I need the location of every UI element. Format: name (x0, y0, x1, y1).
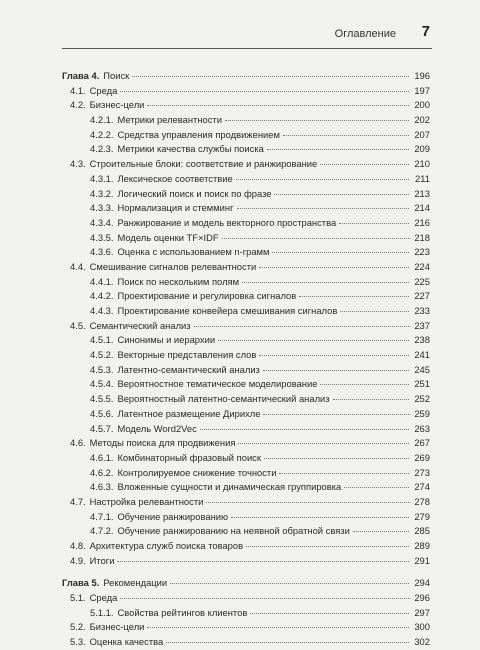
toc-entry-title: Метрики качества службы поиска (117, 143, 264, 155)
dot-leader (120, 598, 409, 599)
toc-entry-row (62, 451, 430, 466)
toc-entry-row (62, 98, 430, 113)
toc-entry-page: 300 (414, 621, 430, 633)
toc-entry-page: 210 (414, 158, 430, 170)
dot-leader (225, 120, 409, 121)
toc-entry-number: 4.3. (70, 158, 86, 170)
toc-entry-number: 4.5.2. (90, 349, 114, 361)
toc-entry-row (62, 333, 430, 348)
toc-entry-row (62, 495, 430, 510)
toc-entry-row (62, 113, 430, 128)
dot-leader (117, 561, 409, 562)
toc-entry-number: 4.3.4. (90, 216, 114, 228)
toc-entry-page: 279 (414, 510, 430, 522)
toc-entry-title: Среда (89, 592, 118, 604)
toc-entry-title: Архитектура служб поиска товаров (89, 540, 244, 551)
toc-entry-title: Обучение ранжированию на неявной обратной связи (117, 525, 350, 537)
dot-leader (272, 252, 409, 253)
toc-entry-title: Проектирование конвейера смешивания сигналов (117, 305, 338, 316)
toc-entry-number: 4.5.3. (90, 363, 114, 375)
toc-entry-row (62, 407, 430, 422)
toc-entry-number: 4.9. (70, 554, 86, 566)
toc-entry-title: Строительные блоки: соответствие и ранжирование (89, 158, 318, 170)
toc-chapter-row (62, 69, 430, 84)
dot-leader (147, 105, 409, 106)
toc-entry-row (62, 348, 430, 363)
toc-entry-title: Поиск по нескольким полям (117, 275, 240, 287)
dot-leader (132, 76, 409, 77)
toc-entry-page: 294 (414, 577, 430, 589)
toc-entry-row (62, 377, 430, 392)
toc-entry-page: 297 (414, 606, 430, 618)
toc-entry-number: 4.3.5. (90, 231, 114, 243)
toc-entry-number: Глава 4. (62, 70, 100, 81)
toc-entry-number: 4.2.3. (90, 143, 114, 155)
toc-entry-row (62, 231, 430, 246)
toc-entry-number: 4.3.3. (90, 202, 114, 214)
toc-entry-row (62, 275, 430, 290)
toc-entry-page: 291 (414, 554, 430, 566)
toc-entry-title: Векторные представления слов (117, 349, 257, 361)
toc-entry-number: 4.3.1. (90, 172, 114, 184)
toc-entry-page: 209 (414, 143, 430, 155)
toc-entry-page: 225 (414, 275, 430, 287)
dot-leader (170, 583, 409, 584)
toc-entry-row (62, 142, 430, 157)
toc-entry-row (62, 635, 430, 650)
toc-entry-number: 4.5. (70, 319, 86, 331)
dot-leader (267, 149, 409, 150)
dot-leader (344, 487, 409, 488)
dot-leader (231, 517, 409, 518)
toc-entry-title: Нормализация и стемминг (117, 202, 234, 214)
toc-entry-title: Поиск (103, 70, 130, 81)
dot-leader (259, 355, 409, 356)
dot-leader (333, 399, 409, 400)
toc-entry-page: 197 (414, 84, 430, 96)
toc-entry-number: 4.4.3. (90, 305, 114, 316)
toc-entry-number: 4.3.6. (90, 246, 114, 258)
dot-leader (320, 384, 409, 385)
dot-leader (353, 531, 409, 532)
toc-entry-row (62, 524, 430, 539)
toc-entry-title: Модель Word2Vec (117, 422, 197, 434)
toc-entry-number: 4.5.1. (90, 334, 114, 346)
toc-entry-page: 216 (414, 216, 430, 228)
toc-entry-title: Бизнес-цели (89, 99, 145, 111)
toc-entry-title: Лексическое соответствие (117, 172, 233, 184)
running-header (62, 20, 432, 49)
toc-entry-row (62, 466, 430, 481)
toc-entry-title: Обучение ранжированию (117, 510, 229, 522)
toc-entry-row (62, 436, 430, 451)
toc-entry-number: 4.6. (70, 437, 86, 449)
toc-entry-title: Логический поиск и поиск по фразе (117, 187, 272, 199)
toc-entry-number: Глава 5. (62, 577, 100, 589)
toc-entry-number: 4.7.1. (90, 510, 114, 522)
toc-entry-number: 4.5.7. (90, 422, 114, 434)
toc-entry-title: Методы поиска для продвижения (89, 437, 236, 449)
toc-entry-page: 224 (414, 260, 430, 272)
toc-entry-title: Проектирование и регулировка сигналов (117, 290, 297, 302)
toc-entry-title: Синонимы и иерархии (117, 334, 216, 346)
toc-entry-page: 202 (414, 114, 430, 126)
toc-entry-title: Оценка с использованием n-грамм (117, 246, 270, 258)
toc-entry-number: 4.2.1. (90, 114, 114, 126)
toc-entry-row (62, 422, 430, 437)
toc-entry-row (62, 319, 430, 334)
toc-entry-title: Вложенные сущности и динамическая группировка (117, 481, 342, 493)
toc-entry-page: 296 (414, 592, 430, 604)
toc-entry-page: 200 (414, 99, 430, 111)
dot-leader (279, 473, 409, 474)
toc-entry-title: Настройка релевантности (89, 495, 204, 507)
toc-entry-page: 251 (414, 378, 430, 390)
toc-entry-page: 285 (414, 525, 430, 537)
dot-leader (237, 208, 410, 209)
toc-entry-row (62, 620, 430, 635)
toc-entry-number: 4.2.2. (90, 128, 114, 140)
toc-entry-row (62, 245, 430, 260)
toc-entry-page: 218 (414, 231, 430, 243)
toc-entry-title: Смешивание сигналов релевантности (89, 260, 257, 272)
toc-entry-number: 4.6.3. (90, 481, 114, 493)
toc-entry-row (62, 606, 430, 621)
dot-leader (222, 238, 409, 239)
toc-entry-number: 4.1. (70, 84, 86, 96)
toc-entry-page: 267 (414, 437, 430, 449)
toc-entry-title: Ранжирование и модель векторного пространства (117, 216, 337, 228)
toc-entry-number: 4.8. (70, 540, 86, 551)
toc-entry-page: 207 (414, 128, 430, 140)
toc-entry-title: Вероятностный латентно-семантический анализ (117, 393, 330, 405)
toc-entry-row (62, 363, 430, 378)
toc-entry-title: Оценка качества (89, 636, 164, 648)
toc-entry-row (62, 157, 430, 172)
toc-chapter-row (62, 576, 430, 591)
toc-entry-number: 4.3.2. (90, 187, 114, 199)
toc-entry-page: 289 (414, 540, 430, 551)
toc-entry-row (62, 187, 430, 202)
dot-leader (166, 642, 409, 643)
dot-leader (264, 458, 409, 459)
dot-leader (299, 296, 409, 297)
toc-entry-page: 269 (414, 451, 430, 463)
toc-entry-page: 227 (414, 290, 430, 302)
toc-entry-number: 4.4.2. (90, 290, 114, 302)
toc-entry-row (62, 392, 430, 407)
dot-leader (218, 340, 409, 341)
toc-entry-page: 273 (414, 466, 430, 478)
toc-entry-row (62, 172, 430, 187)
toc-entry-page: 263 (414, 422, 430, 434)
toc-entry-number: 5.1.1. (90, 606, 114, 618)
toc-entry-title: Рекомендации (103, 577, 168, 589)
toc-entry-page: 233 (414, 305, 430, 316)
dot-leader (206, 502, 409, 503)
dot-leader (283, 135, 409, 136)
toc-entry-page: 252 (414, 393, 430, 405)
toc-entry-page: 241 (414, 349, 430, 361)
toc-entry-page: 238 (414, 334, 430, 346)
toc-entry-number: 5.1. (70, 592, 86, 604)
dot-leader (238, 443, 409, 444)
toc-entry-page: 245 (414, 363, 430, 375)
toc-entry-row (62, 128, 430, 143)
toc-entry-title: Модель оценки TF×IDF (117, 231, 219, 243)
dot-leader (120, 91, 409, 92)
dot-leader (340, 311, 409, 312)
toc-entry-title: Метрики релевантности (117, 114, 222, 126)
toc-entry-title: Латентное размещение Дирихле (117, 407, 261, 419)
toc-entry-row (62, 554, 430, 569)
toc-entry-title: Итоги (89, 554, 115, 566)
toc-entry-page: 237 (414, 319, 430, 331)
toc-entry-number: 4.6.1. (90, 451, 114, 463)
toc-entry-row (62, 591, 430, 606)
dot-leader (274, 194, 409, 195)
toc-entry-title: Латентно-семантический анализ (117, 363, 260, 375)
toc-entry-number: 4.5.4. (90, 378, 114, 390)
toc-entry-title: Вероятностное тематическое моделирование (117, 378, 318, 390)
toc-entry-page: 213 (414, 187, 430, 199)
dot-leader (263, 370, 409, 371)
toc-entry-number: 4.7. (70, 495, 86, 507)
dot-leader (236, 179, 409, 180)
toc-entry-page: 278 (414, 495, 430, 507)
dot-leader (320, 164, 409, 165)
toc-entry-title: Комбинаторный фразовый поиск (117, 451, 261, 463)
toc-entry-number: 4.6.2. (90, 466, 114, 478)
toc-entry-number: 4.7.2. (90, 525, 114, 537)
dot-leader (194, 326, 409, 327)
toc-entry-title: Бизнес-цели (89, 621, 145, 633)
toc-entry-title: Контролируемое снижение точности (117, 466, 277, 478)
toc-entry-page: 259 (414, 407, 430, 419)
toc-entry-title: Средства управления продвижением (117, 128, 280, 140)
toc-entry-page: 223 (414, 246, 430, 258)
toc-entry-row (62, 539, 430, 554)
toc-entry-page: 211 (415, 172, 430, 184)
dot-leader (263, 414, 409, 415)
page-number: 7 (421, 23, 430, 40)
toc-entry-title: Семантический анализ (89, 319, 191, 331)
dot-leader (147, 627, 409, 628)
toc-entry-number: 4.4.1. (90, 275, 114, 287)
dot-leader (259, 267, 409, 268)
toc-entry-row (62, 510, 430, 525)
toc-entry-page: 196 (414, 70, 430, 81)
dot-leader (250, 613, 409, 614)
toc-entry-page: 214 (414, 202, 430, 214)
table-of-contents (62, 69, 430, 650)
dot-leader (339, 223, 409, 224)
toc-entry-row (62, 304, 430, 319)
section-title: Оглавление (334, 28, 396, 40)
dot-leader (200, 429, 409, 430)
toc-entry-page: 274 (414, 481, 430, 493)
toc-entry-row (62, 289, 430, 304)
toc-entry-number: 5.3. (70, 636, 86, 648)
toc-entry-row (62, 216, 430, 231)
toc-entry-number: 4.4. (70, 260, 86, 272)
toc-entry-number: 4.5.5. (90, 393, 114, 405)
dot-leader (246, 546, 409, 547)
dot-leader (242, 282, 409, 283)
toc-entry-number: 4.2. (70, 99, 86, 111)
toc-entry-title: Свойства рейтингов клиентов (117, 606, 248, 618)
toc-entry-number: 5.2. (70, 621, 86, 633)
toc-entry-title: Среда (89, 84, 118, 96)
toc-entry-row (62, 201, 430, 216)
toc-entry-number: 4.5.6. (90, 407, 114, 419)
toc-entry-row (62, 480, 430, 495)
toc-entry-row (62, 260, 430, 275)
toc-entry-page: 302 (414, 636, 430, 648)
toc-entry-row (62, 84, 430, 99)
